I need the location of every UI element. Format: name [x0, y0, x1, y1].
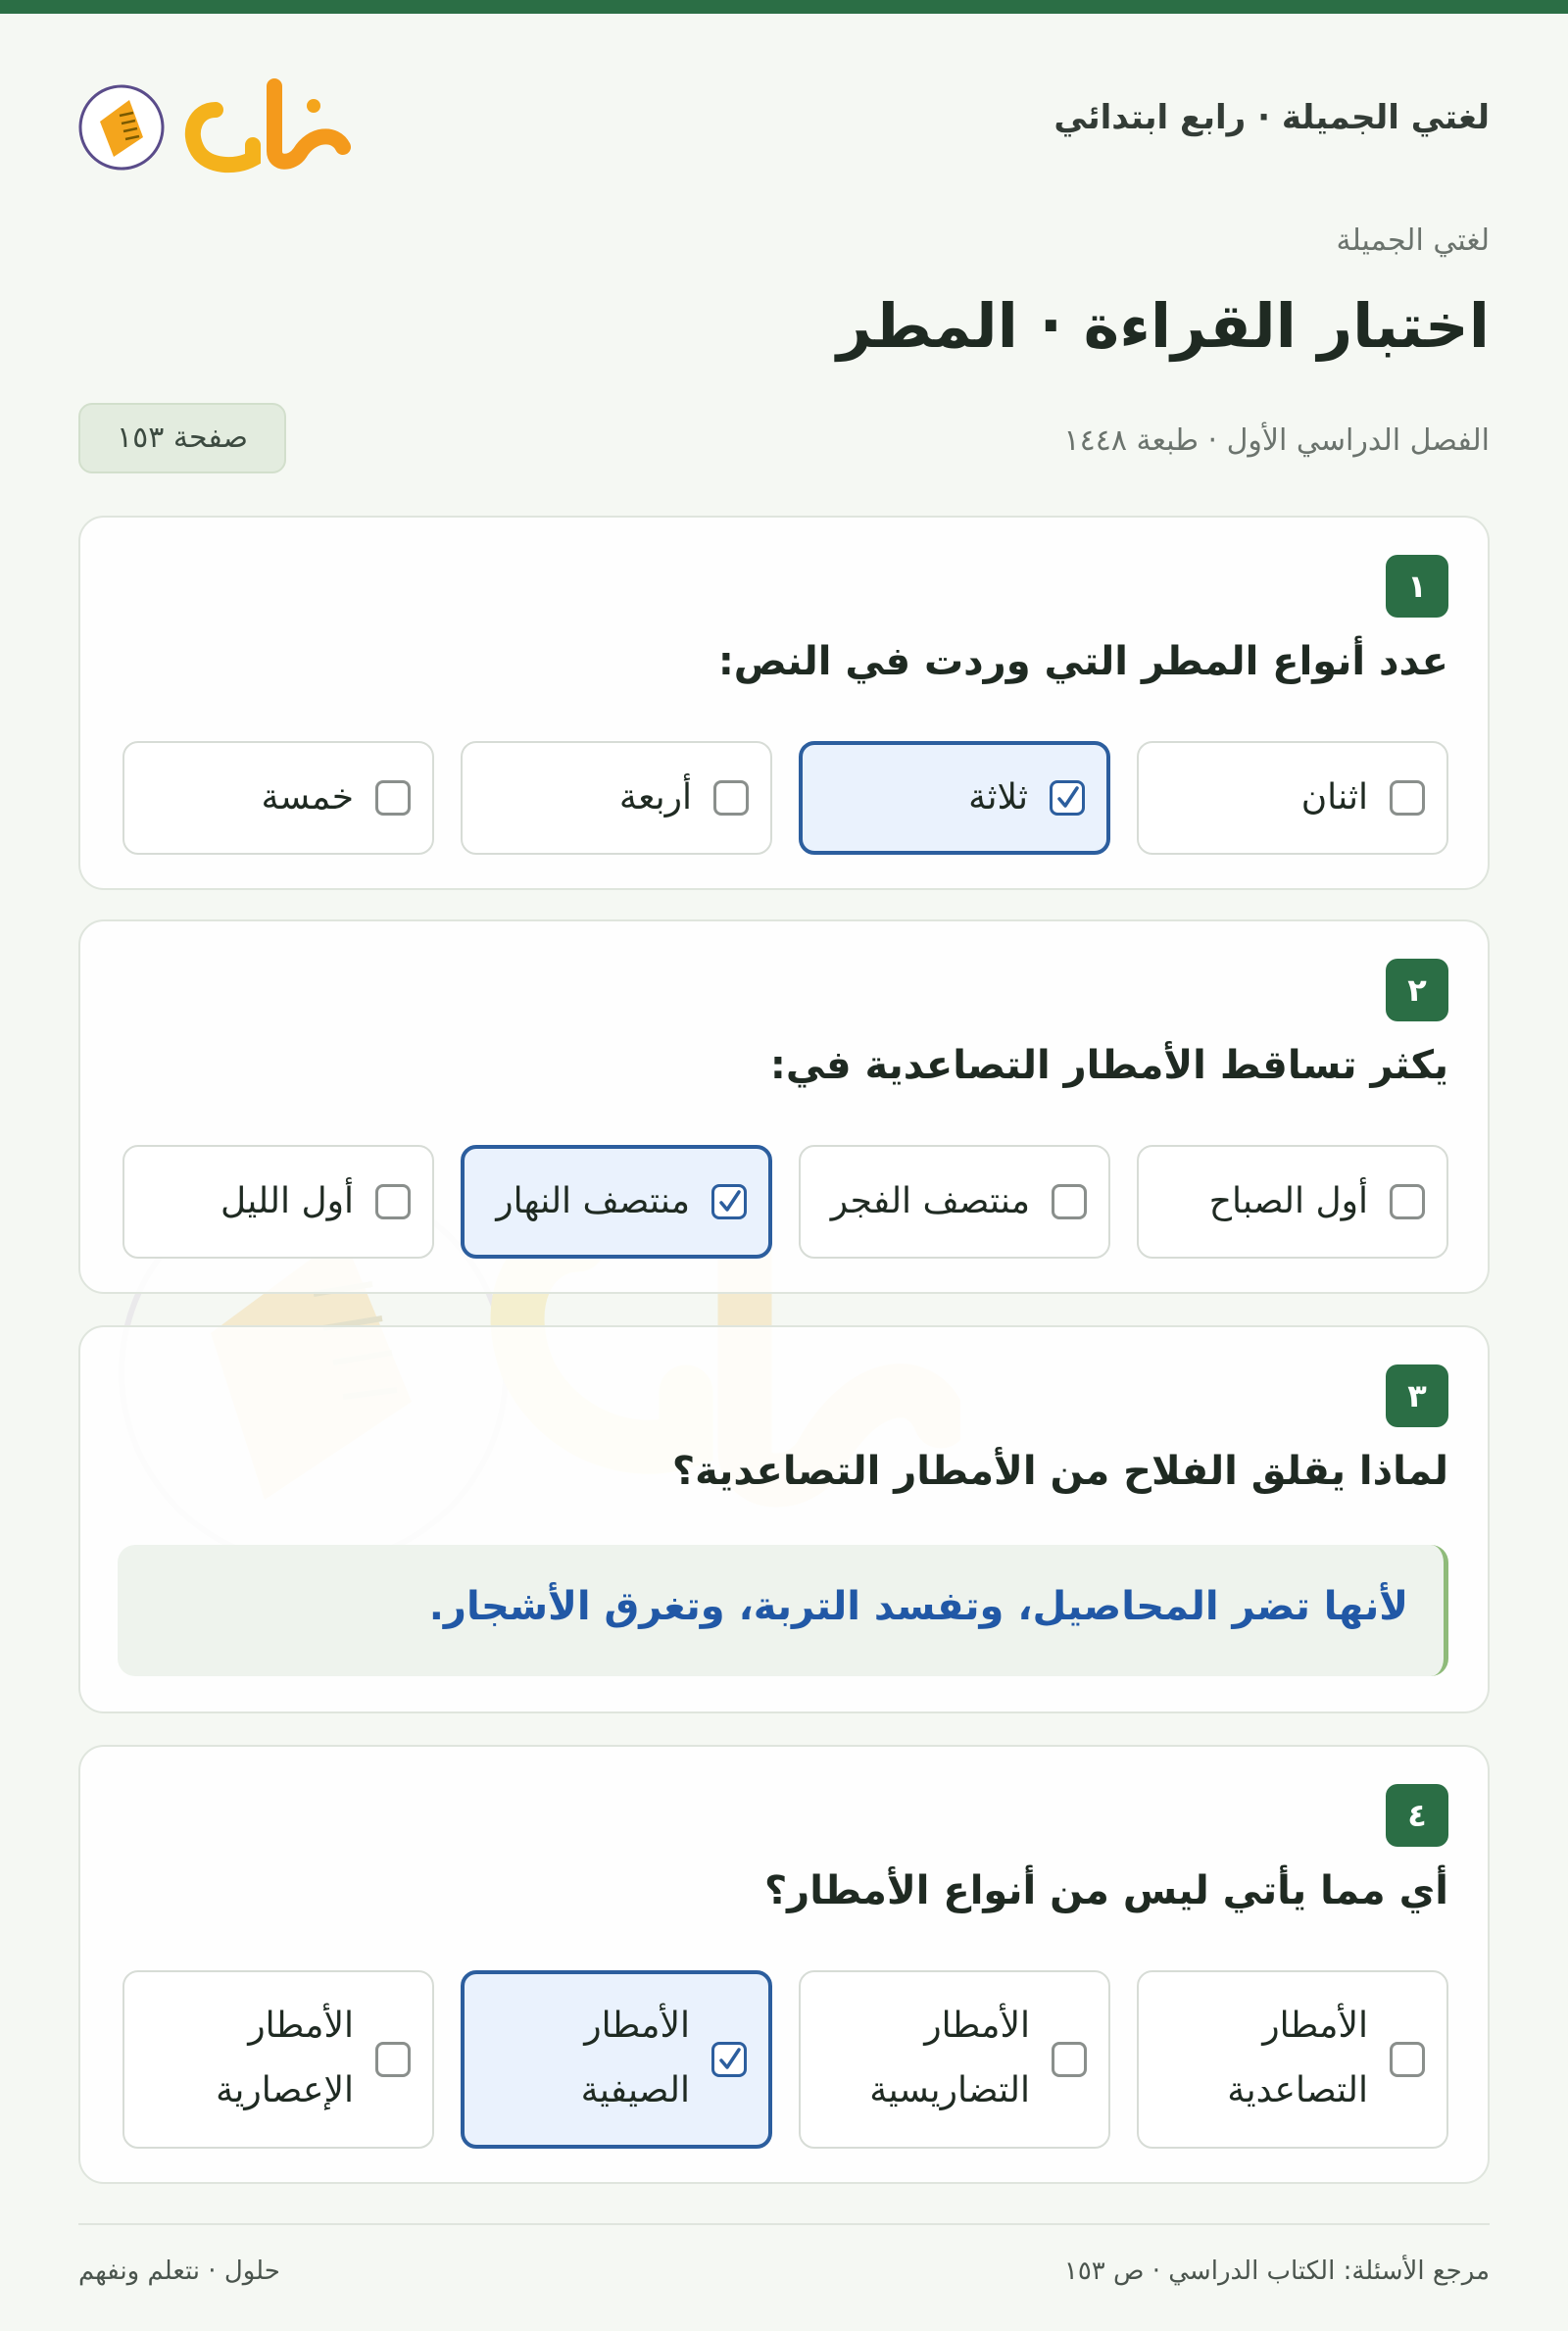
- checkbox[interactable]: [375, 1184, 411, 1219]
- checkbox-checked[interactable]: [1050, 780, 1085, 816]
- option-1[interactable]: [1137, 1145, 1448, 1259]
- option-label: أول الليل: [220, 1181, 354, 1221]
- edition-info: الفصل الدراسي الأول · طبعة ١٤٤٨: [1063, 423, 1490, 458]
- check-icon: [715, 1188, 743, 1215]
- hulul-logo[interactable]: [78, 69, 372, 176]
- checkbox[interactable]: [1052, 1184, 1087, 1219]
- question-card-1: [78, 516, 1490, 890]
- option-2[interactable]: [799, 1145, 1110, 1259]
- option-2[interactable]: [799, 1970, 1110, 2149]
- page-number-badge: صفحة ١٥٣: [78, 403, 286, 473]
- checkbox-checked[interactable]: [711, 1184, 747, 1219]
- option-label-line1: الأمطار: [1262, 2006, 1368, 2046]
- question-text: لماذا يقلق الفلاح من الأمطار التصاعدية؟: [671, 1449, 1448, 1494]
- option-label: ثلاثة: [968, 777, 1028, 818]
- option-3[interactable]: [461, 741, 772, 855]
- checkbox[interactable]: [1390, 2042, 1425, 2077]
- option-label: منتصف الفجر: [830, 1181, 1030, 1221]
- option-label-line2: التضاريسية: [869, 2070, 1030, 2110]
- option-3[interactable]: [461, 1145, 772, 1259]
- option-label: أول الصباح: [1208, 1181, 1368, 1221]
- option-label: منتصف النهار: [496, 1181, 690, 1221]
- checkbox[interactable]: [1390, 780, 1425, 816]
- check-icon: [1054, 784, 1081, 812]
- option-label-line1: الأمطار: [248, 2006, 354, 2046]
- option-4[interactable]: [122, 741, 434, 855]
- option-label-line2: التصاعدية: [1227, 2070, 1368, 2110]
- option-label: خمسة: [261, 777, 354, 818]
- page-header: [78, 69, 1490, 176]
- option-3[interactable]: [461, 1970, 772, 2149]
- breadcrumb[interactable]: لغتي الجميلة: [1336, 223, 1490, 258]
- option-4[interactable]: [122, 1145, 434, 1259]
- answer-text: لأنها تضر المحاصيل، وتفسد التربة، وتغرق الأشجار.: [428, 1584, 1408, 1629]
- option-1[interactable]: [1137, 1970, 1448, 2149]
- option-1[interactable]: [1137, 741, 1448, 855]
- answer-box: [118, 1545, 1448, 1676]
- option-label-line1: الأمطار: [584, 2006, 690, 2046]
- check-icon: [715, 2046, 743, 2073]
- checkbox[interactable]: [713, 780, 749, 816]
- checkbox[interactable]: [375, 2042, 411, 2077]
- checkbox[interactable]: [375, 780, 411, 816]
- question-text: أي مما يأتي ليس من أنواع الأمطار؟: [763, 1868, 1448, 1913]
- checkbox-checked[interactable]: [711, 2042, 747, 2077]
- option-label-line2: الإعصارية: [216, 2070, 354, 2110]
- checkbox[interactable]: [1390, 1184, 1425, 1219]
- question-text: عدد أنواع المطر التي وردت في النص:: [717, 639, 1448, 684]
- question-number: ٤: [1386, 1784, 1448, 1847]
- question-card-4: [78, 1745, 1490, 2184]
- option-label: اثنان: [1300, 777, 1368, 818]
- option-label-line2: الصيفية: [580, 2070, 690, 2110]
- question-card-2: [78, 919, 1490, 1294]
- question-text: يكثر تساقط الأمطار التصاعدية في:: [769, 1043, 1448, 1088]
- footer-brand[interactable]: حلول · نتعلم ونفهم: [78, 2257, 280, 2286]
- checkbox[interactable]: [1052, 2042, 1087, 2077]
- option-label-line1: الأمطار: [924, 2006, 1030, 2046]
- question-number: ٣: [1386, 1364, 1448, 1427]
- question-number: ١: [1386, 555, 1448, 618]
- question-card-3: [78, 1325, 1490, 1713]
- footer-divider: [78, 2223, 1490, 2225]
- option-2[interactable]: [799, 741, 1110, 855]
- question-number: ٢: [1386, 959, 1448, 1021]
- option-4[interactable]: [122, 1970, 434, 2149]
- top-accent-bar: [0, 0, 1568, 14]
- footer-reference: مرجع الأسئلة: الكتاب الدراسي · ص ١٥٣: [1063, 2257, 1490, 2286]
- page-title: اختبار القراءة · المطر: [836, 290, 1490, 362]
- option-label: أربعة: [618, 777, 692, 818]
- series-title: لغتي الجميلة · رابع ابتدائي: [1054, 98, 1490, 137]
